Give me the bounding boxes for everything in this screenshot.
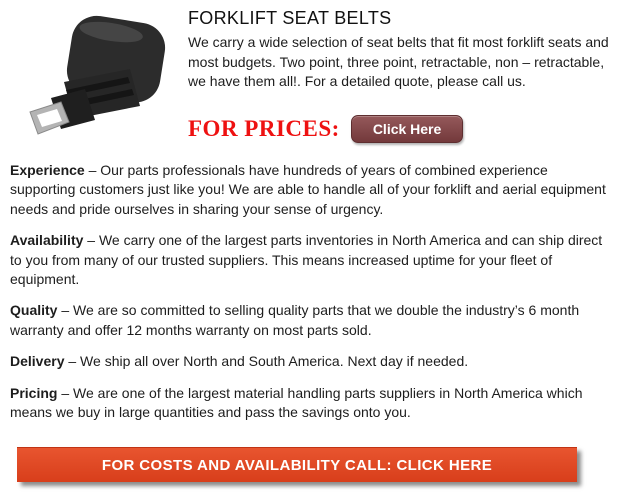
delivery-label: Delivery [10, 353, 65, 370]
quality-text: – We are so committed to selling quality parts that we double the industry’s 6 month warranty and offer 12 months warranty on most parts sold. [10, 302, 580, 338]
info-sections [10, 161, 610, 434]
pricing-paragraph [10, 384, 610, 423]
quality-label: Quality [10, 302, 58, 319]
delivery-paragraph [10, 352, 610, 371]
prices-row [188, 111, 463, 147]
experience-label: Experience [10, 162, 85, 178]
for-prices-label: FOR PRICES: [188, 116, 340, 141]
pricing-label: Pricing [10, 384, 58, 401]
experience-text: – Our parts professionals have hundreds of years of combined experience supporting customers just like you! We are able to handle all of your forklift and aerial equipment needs and pride ourselves in sharing your sense of urgency. [10, 162, 606, 217]
experience-paragraph [10, 161, 610, 219]
seat-belt-image [26, 14, 171, 140]
page-title: FORKLIFT SEAT BELTS [188, 8, 392, 28]
availability-label: Availability [10, 232, 84, 249]
delivery-text: – We ship all over North and South America. Next day if needed. [68, 353, 469, 370]
pricing-text: – We are one of the largest material handling parts suppliers in North America which means we buy in large quantities and pass the savings onto you. [10, 384, 583, 421]
quality-paragraph [10, 301, 610, 340]
product-description: We carry a wide selection of seat belts that fit most forklift seats and most budgets. Two point, three point, retractable, non – retractable, we have them all!. For a detailed quote, please call us. [188, 34, 609, 89]
click-here-button[interactable]: Click Here [351, 115, 463, 143]
availability-text: – We carry one of the largest parts inventories in North America and can ship direct to you from many of our trusted suppliers. This means increased uptime for your fleet of equipment. [10, 232, 603, 288]
costs-availability-banner-button[interactable]: FOR COSTS AND AVAILABILITY CALL: CLICK HERE [17, 447, 577, 482]
availability-paragraph [10, 231, 610, 289]
